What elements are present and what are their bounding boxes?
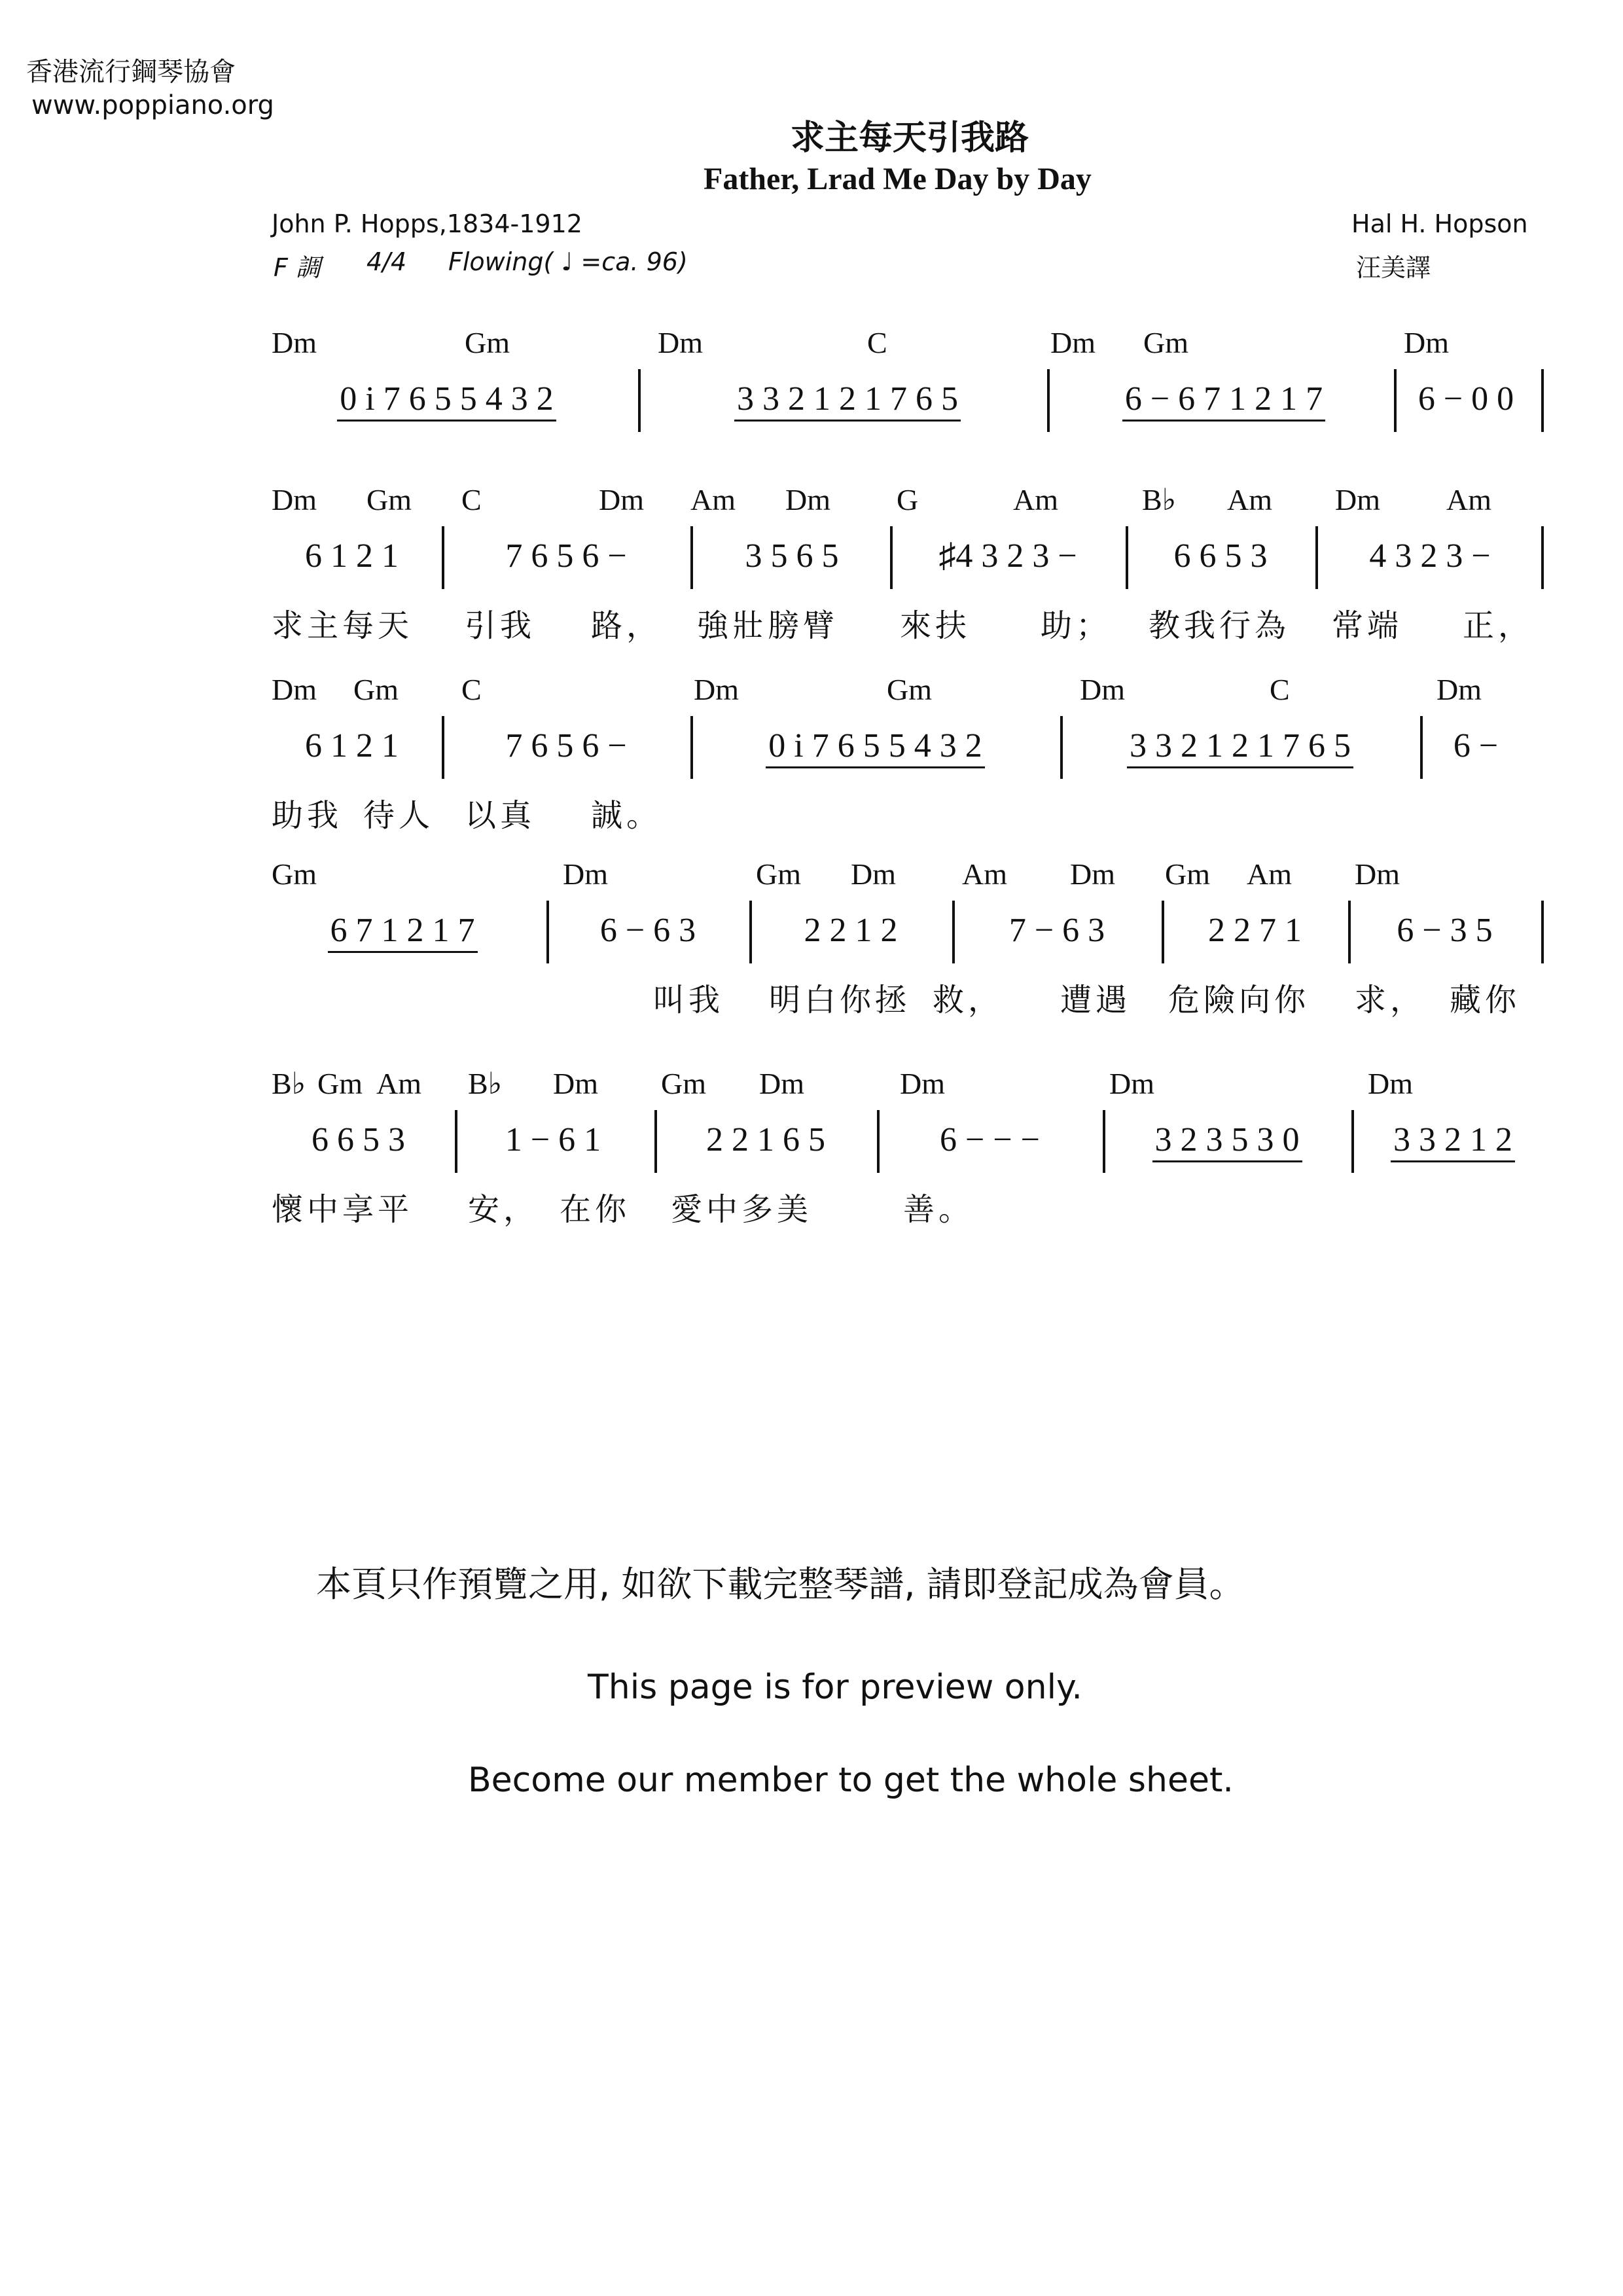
chord: Dm bbox=[759, 1067, 804, 1100]
score-system-1 bbox=[272, 319, 1554, 432]
preview-notice-chinese: 本頁只作預覽之用, 如欲下載完整琴譜, 請即登記成為會員。 bbox=[316, 1564, 1245, 1605]
bar-line bbox=[1162, 901, 1164, 963]
score-system-2 bbox=[272, 476, 1554, 645]
chord: Dm bbox=[1109, 1067, 1154, 1100]
measure-notes: 0 i 7 6 5 5 4 3 2 bbox=[766, 726, 984, 768]
chord: C bbox=[461, 483, 482, 516]
bar-line bbox=[546, 901, 549, 963]
lyric: 藏你 bbox=[1450, 982, 1521, 1018]
lyric: 路， bbox=[591, 607, 662, 644]
chord: Am bbox=[1247, 857, 1292, 891]
chord: Gm bbox=[465, 326, 510, 359]
lyric: 教我行為 bbox=[1149, 607, 1291, 644]
lyric: 安， bbox=[468, 1191, 539, 1228]
measure bbox=[1427, 720, 1525, 775]
measure bbox=[883, 1114, 1096, 1169]
lyric: 懷中享平 bbox=[272, 1191, 414, 1228]
score-system-3 bbox=[272, 666, 1554, 835]
bar-line bbox=[1541, 901, 1544, 963]
bar-line bbox=[690, 526, 693, 589]
lyric: 常端 bbox=[1332, 607, 1403, 644]
measure-notes: 3 5 6 5 bbox=[745, 537, 839, 575]
measure bbox=[756, 905, 946, 960]
chord: Dm bbox=[563, 857, 608, 891]
measure-notes: 1 − 6 1 bbox=[505, 1121, 601, 1158]
score-system-5 bbox=[272, 1060, 1554, 1229]
measure bbox=[461, 1114, 645, 1169]
measure bbox=[959, 905, 1155, 960]
measure bbox=[272, 530, 432, 585]
notation-row bbox=[272, 716, 1554, 779]
chord: Dm bbox=[1404, 326, 1449, 359]
time-signature: 4/4 bbox=[366, 247, 407, 276]
measure-notes: 3 3 2 1 2 1 7 6 5 bbox=[1127, 726, 1353, 768]
measure-notes: 6 − 6 3 bbox=[599, 912, 696, 949]
chord: C bbox=[867, 326, 887, 359]
bar-line bbox=[1351, 1110, 1354, 1173]
notation-row bbox=[272, 369, 1554, 432]
bar-line bbox=[1541, 526, 1544, 589]
chord: C bbox=[461, 673, 482, 706]
bar-line bbox=[1315, 526, 1318, 589]
measure-notes: 3 3 2 1 2 1 7 6 5 bbox=[734, 380, 961, 422]
measure-notes: 2 2 7 1 bbox=[1208, 912, 1302, 949]
measure bbox=[272, 373, 622, 428]
chord: Dm bbox=[851, 857, 896, 891]
chord: Dm bbox=[1355, 857, 1400, 891]
lyric: 救， bbox=[933, 982, 1004, 1018]
measure bbox=[1168, 905, 1342, 960]
measure bbox=[1132, 530, 1309, 585]
chord-row bbox=[272, 476, 1554, 517]
measure bbox=[272, 1114, 445, 1169]
measure bbox=[1057, 373, 1391, 428]
bar-line bbox=[1060, 716, 1063, 779]
chord: B♭ bbox=[272, 1067, 306, 1100]
bar-line bbox=[1126, 526, 1128, 589]
song-title-english: Father, Lrad Me Day by Day bbox=[704, 162, 1092, 196]
chord: Dm bbox=[272, 673, 317, 706]
measure bbox=[448, 720, 684, 775]
lyric-row bbox=[272, 974, 1554, 1020]
measure bbox=[272, 720, 432, 775]
lyric: 危險向你 bbox=[1168, 982, 1310, 1018]
bar-line bbox=[654, 1110, 657, 1173]
chord: Dm bbox=[553, 1067, 598, 1100]
measure-notes: 6 − − − bbox=[940, 1121, 1040, 1158]
lyric: 誠。 bbox=[591, 797, 662, 834]
site-url[interactable]: www.poppiano.org bbox=[31, 90, 274, 120]
chord: Gm bbox=[1143, 326, 1188, 359]
measure bbox=[448, 530, 684, 585]
lyric: 愛中多美 bbox=[671, 1191, 813, 1228]
bar-line bbox=[1420, 716, 1423, 779]
measure-notes: 6 7 1 2 1 7 bbox=[328, 911, 478, 953]
lyric: 叫我 bbox=[653, 982, 724, 1018]
bar-line bbox=[877, 1110, 880, 1173]
chord: G bbox=[897, 483, 919, 516]
chord: Gm bbox=[317, 1067, 363, 1100]
notation-row bbox=[272, 901, 1554, 963]
measure-notes: 0 i 7 6 5 5 4 3 2 bbox=[337, 380, 556, 422]
chord-row bbox=[272, 851, 1554, 891]
chord: Dm bbox=[1070, 857, 1115, 891]
chord: Gm bbox=[353, 673, 399, 706]
chord: Am bbox=[1227, 483, 1272, 516]
membership-prompt[interactable]: Become our member to get the whole sheet. bbox=[468, 1761, 1234, 1800]
measure bbox=[661, 1114, 870, 1169]
translator: 汪美譯 bbox=[1356, 253, 1431, 282]
measure-notes: 6 − 3 5 bbox=[1397, 912, 1493, 949]
lyricist: John P. Hopps,1834-1912 bbox=[272, 209, 582, 238]
chord: Gm bbox=[272, 857, 317, 891]
lyric: 求， bbox=[1355, 982, 1426, 1018]
bar-line bbox=[749, 901, 752, 963]
chord: Am bbox=[1446, 483, 1491, 516]
lyric: 遭遇 bbox=[1060, 982, 1132, 1018]
chord: Dm bbox=[599, 483, 644, 516]
measure-notes: 7 − 6 3 bbox=[1008, 912, 1105, 949]
chord: Dm bbox=[694, 673, 739, 706]
chord: Am bbox=[376, 1067, 421, 1100]
notation-row bbox=[272, 1110, 1554, 1173]
lyric-row bbox=[272, 600, 1554, 645]
tempo-marking: Flowing( ♩ =ca. 96) bbox=[448, 247, 688, 276]
chord: Gm bbox=[366, 483, 412, 516]
chord: Am bbox=[962, 857, 1007, 891]
measure-notes: 6 1 2 1 bbox=[305, 727, 399, 764]
lyric: 求主每天 bbox=[272, 607, 414, 644]
chord: Gm bbox=[756, 857, 801, 891]
chord: Dm bbox=[785, 483, 830, 516]
bar-line bbox=[1348, 901, 1351, 963]
bar-line bbox=[1394, 369, 1397, 432]
composer: Hal H. Hopson bbox=[1351, 209, 1528, 238]
bar-line bbox=[455, 1110, 457, 1173]
lyric: 待人 bbox=[363, 797, 435, 834]
measure-notes: 6 6 5 3 bbox=[312, 1121, 405, 1158]
bar-line bbox=[442, 526, 444, 589]
lyric: 在你 bbox=[560, 1191, 631, 1228]
chord: Dm bbox=[658, 326, 703, 359]
bar-line bbox=[442, 716, 444, 779]
lyric: 引我 bbox=[465, 607, 536, 644]
measure bbox=[654, 373, 1041, 428]
chord-row bbox=[272, 319, 1554, 360]
measure bbox=[272, 905, 533, 960]
chord: B♭ bbox=[468, 1067, 503, 1100]
measure-notes: 2 2 1 6 5 bbox=[706, 1121, 825, 1158]
chord: C bbox=[1270, 673, 1290, 706]
measure bbox=[1358, 1114, 1548, 1169]
measure-notes: 4 3 2 3 − bbox=[1369, 537, 1491, 575]
measure-notes: 6 − 0 0 bbox=[1418, 380, 1514, 418]
chord: Gm bbox=[887, 673, 932, 706]
lyric: 正， bbox=[1463, 607, 1534, 644]
measure bbox=[697, 530, 887, 585]
lyric-row bbox=[272, 1183, 1554, 1229]
bar-line bbox=[1103, 1110, 1105, 1173]
lyric-row bbox=[272, 789, 1554, 835]
key-signature: F 調 bbox=[274, 253, 321, 282]
bar-line bbox=[690, 716, 693, 779]
chord: Dm bbox=[272, 326, 317, 359]
chord: B♭ bbox=[1142, 483, 1177, 516]
song-title-chinese: 求主每天引我路 bbox=[791, 118, 1029, 158]
measure-notes: 3 3 2 1 2 bbox=[1391, 1121, 1515, 1162]
lyric: 強壯膀臂 bbox=[697, 607, 839, 644]
score-system-4 bbox=[272, 851, 1554, 1020]
chord: Dm bbox=[1436, 673, 1482, 706]
measure-notes: 3 2 3 5 3 0 bbox=[1152, 1121, 1302, 1162]
measure-notes: 7 6 5 6 − bbox=[505, 727, 627, 764]
chord: Gm bbox=[1165, 857, 1210, 891]
measure bbox=[553, 905, 743, 960]
chord: Dm bbox=[272, 483, 317, 516]
chord-row bbox=[272, 1060, 1554, 1101]
measure bbox=[897, 530, 1119, 585]
notation-row bbox=[272, 526, 1554, 589]
bar-line bbox=[638, 369, 641, 432]
measure-notes: 6 6 5 3 bbox=[1173, 537, 1268, 575]
measure bbox=[1322, 530, 1538, 585]
chord: Am bbox=[690, 483, 736, 516]
measure-notes: 6 − 6 7 1 2 1 7 bbox=[1122, 380, 1325, 422]
lyric: 助我 bbox=[272, 797, 343, 834]
bar-line bbox=[1541, 369, 1544, 432]
measure-notes: 6 − bbox=[1453, 727, 1499, 764]
chord-row bbox=[272, 666, 1554, 707]
measure-notes: ♯4 3 2 3 − bbox=[938, 537, 1077, 575]
bar-line bbox=[1047, 369, 1050, 432]
lyric: 來扶 bbox=[900, 607, 971, 644]
measure-notes: 2 2 1 2 bbox=[804, 912, 898, 949]
measure bbox=[1067, 720, 1414, 775]
chord: Dm bbox=[1050, 326, 1096, 359]
chord: Dm bbox=[900, 1067, 945, 1100]
chord: Dm bbox=[1080, 673, 1125, 706]
measure bbox=[1400, 373, 1531, 428]
measure bbox=[1355, 905, 1535, 960]
lyric: 善。 bbox=[903, 1191, 974, 1228]
measure-notes: 7 6 5 6 − bbox=[505, 537, 627, 575]
measure-notes: 6 1 2 1 bbox=[305, 537, 399, 575]
bar-line bbox=[890, 526, 893, 589]
measure bbox=[697, 720, 1054, 775]
site-name: 香港流行鋼琴協會 bbox=[26, 57, 236, 87]
lyric: 以真 bbox=[465, 797, 536, 834]
chord: Dm bbox=[1368, 1067, 1413, 1100]
lyric: 助； bbox=[1041, 607, 1112, 644]
chord: Gm bbox=[661, 1067, 706, 1100]
chord: Am bbox=[1013, 483, 1058, 516]
lyric: 明白你拯 bbox=[769, 982, 911, 1018]
chord: Dm bbox=[1335, 483, 1380, 516]
preview-notice-english: This page is for preview only. bbox=[588, 1668, 1082, 1707]
bar-line bbox=[952, 901, 955, 963]
measure bbox=[1109, 1114, 1345, 1169]
